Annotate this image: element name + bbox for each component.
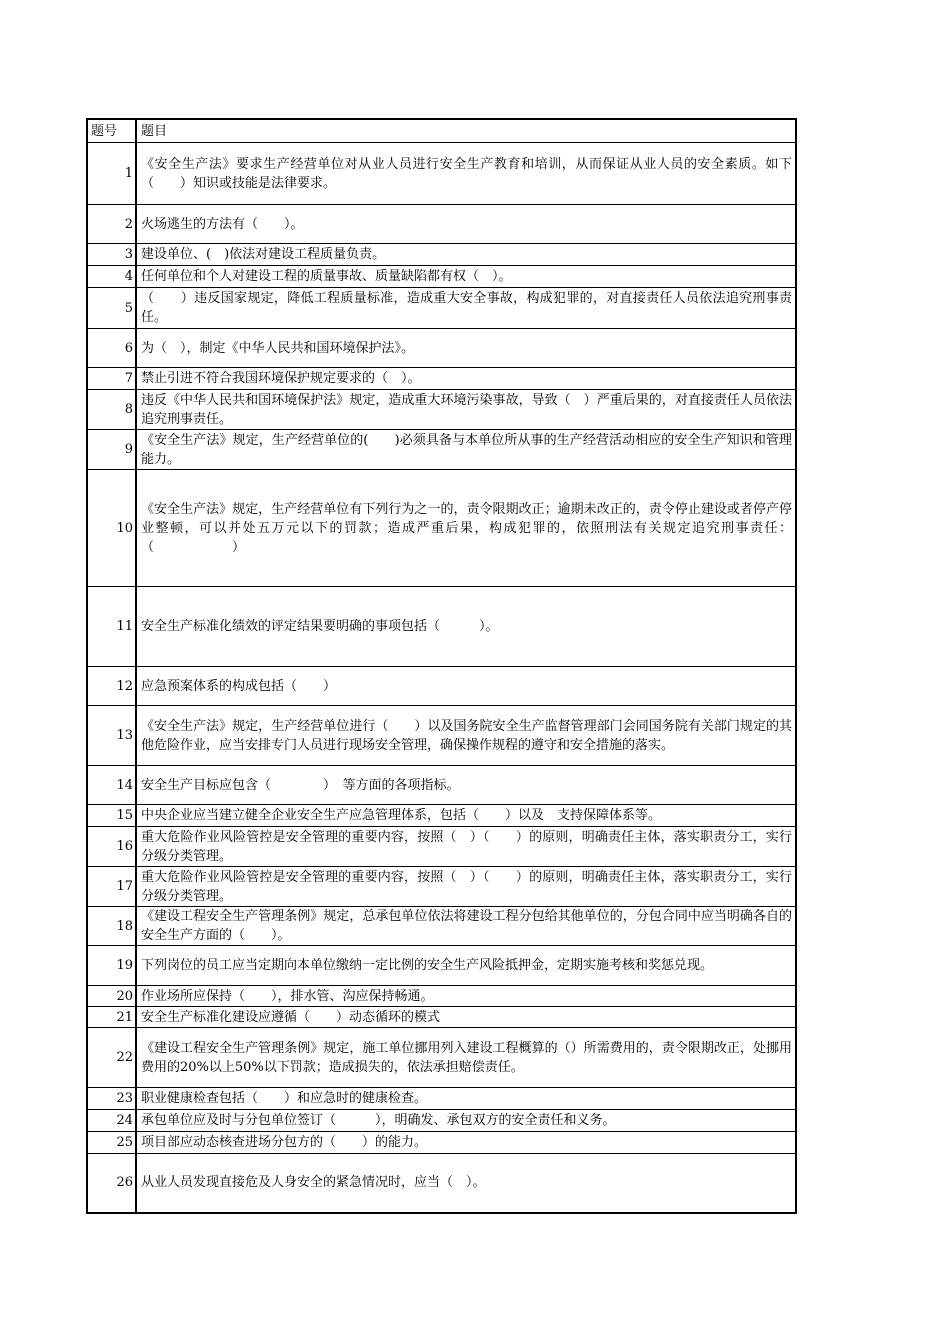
question-number[interactable]: 18 (87, 907, 136, 946)
header-row (87, 119, 796, 143)
table-row (87, 205, 796, 244)
question-text[interactable]: 安全生产目标应包含（ ） 等方面的各项指标。 (136, 766, 796, 805)
table-row (87, 329, 796, 368)
question-text[interactable]: 承包单位应及时与分包单位签订（ ），明确发、承包双方的安全责任和义务。 (136, 1110, 796, 1132)
question-number[interactable]: 4 (87, 266, 136, 288)
question-number[interactable]: 6 (87, 329, 136, 368)
question-number[interactable]: 9 (87, 430, 136, 470)
table-row (87, 827, 796, 867)
question-text[interactable]: 违反《中华人民共和国环境保护法》规定，造成重大环境污染事故，导致（ ）严重后果的，对直接责任人员依法追究刑事责任。 (136, 390, 796, 430)
table-row (87, 143, 796, 205)
question-text[interactable]: 下列岗位的员工应当定期向本单位缴纳一定比例的安全生产风险抵押金，定期实施考核和奖惩兑现。 (136, 946, 796, 986)
table-row (87, 1110, 796, 1132)
question-number[interactable]: 8 (87, 390, 136, 430)
question-number[interactable]: 7 (87, 368, 136, 390)
question-text[interactable]: 《建设工程安全生产管理条例》规定，总承包单位依法将建设工程分包给其他单位的，分包合同中应当明确各自的安全生产方面的（ ）。 (136, 907, 796, 946)
question-text[interactable]: 重大危险作业风险管控是安全管理的重要内容，按照（ ）（ ）的原则，明确责任主体，落实职责分工，实行分级分类管理。 (136, 867, 796, 907)
question-number[interactable]: 24 (87, 1110, 136, 1132)
question-text[interactable]: 《安全生产法》规定，生产经营单位有下列行为之一的，责令限期改正；逾期未改正的，责令停止建设或者停产停业整顿，可以并处五万元以下的罚款；造成严重后果，构成犯罪的，依照刑法有关规定追究刑事责任：（ ） (136, 470, 796, 587)
question-text[interactable]: 火场逃生的方法有（ ）。 (136, 205, 796, 244)
question-text[interactable]: 职业健康检查包括（ ）和应急时的健康检查。 (136, 1088, 796, 1110)
question-text[interactable]: 安全生产标准化绩效的评定结果要明确的事项包括（ ）。 (136, 587, 796, 667)
question-number[interactable]: 23 (87, 1088, 136, 1110)
question-number[interactable]: 19 (87, 946, 136, 986)
question-text[interactable]: 为（ ），制定《中华人民共和国环境保护法》。 (136, 329, 796, 368)
question-text[interactable]: 《建设工程安全生产管理条例》规定，施工单位挪用列入建设工程概算的（）所需费用的，责令限期改正，处挪用费用的20%以上50%以下罚款；造成损失的，依法承担赔偿责任。 (136, 1028, 796, 1088)
table-row (87, 266, 796, 288)
table-row (87, 1132, 796, 1154)
table-row (87, 288, 796, 329)
question-text[interactable]: 中央企业应当建立健全企业安全生产应急管理体系，包括（ ）以及 支持保障体系等。 (136, 805, 796, 827)
header-question[interactable]: 题目 (136, 119, 796, 143)
table-row (87, 1028, 796, 1088)
question-text[interactable]: 从业人员发现直接危及人身安全的紧急情况时，应当（ ）。 (136, 1154, 796, 1213)
table-row (87, 1088, 796, 1110)
table-row (87, 244, 796, 266)
table-row (87, 430, 796, 470)
question-text[interactable]: 任何单位和个人对建设工程的质量事故、质量缺陷都有权（ ）。 (136, 266, 796, 288)
question-number[interactable]: 22 (87, 1028, 136, 1088)
header-number[interactable]: 题号 (87, 119, 136, 143)
table-row (87, 1154, 796, 1213)
question-text[interactable]: 作业场所应保持（ ），排水管、沟应保持畅通。 (136, 986, 796, 1007)
table-row (87, 946, 796, 986)
question-number[interactable]: 26 (87, 1154, 136, 1213)
question-text[interactable]: 《安全生产法》要求生产经营单位对从业人员进行安全生产教育和培训，从而保证从业人员的安全素质。如下（ ）知识或技能是法律要求。 (136, 143, 796, 205)
question-number[interactable]: 14 (87, 766, 136, 805)
question-number[interactable]: 3 (87, 244, 136, 266)
question-text[interactable]: 安全生产标准化建设应遵循（ ）动态循环的模式 (136, 1007, 796, 1028)
table-row (87, 907, 796, 946)
table-row (87, 766, 796, 805)
table-row (87, 1007, 796, 1028)
table-row (87, 470, 796, 587)
table-row (87, 667, 796, 706)
table-row (87, 867, 796, 907)
question-number[interactable]: 11 (87, 587, 136, 667)
table-row (87, 986, 796, 1007)
table-row (87, 805, 796, 827)
question-text[interactable]: 《安全生产法》规定，生产经营单位的( )必须具备与本单位所从事的生产经营活动相应的安全生产知识和管理能力。 (136, 430, 796, 470)
question-number[interactable]: 13 (87, 706, 136, 766)
question-text[interactable]: （ ）违反国家规定，降低工程质量标准，造成重大安全事故，构成犯罪的，对直接责任人员依法追究刑事责任。 (136, 288, 796, 329)
table-row (87, 368, 796, 390)
question-text[interactable]: 建设单位、( )依法对建设工程质量负责。 (136, 244, 796, 266)
question-text[interactable]: 重大危险作业风险管控是安全管理的重要内容，按照（ ）（ ）的原则，明确责任主体，落实职责分工，实行分级分类管理。 (136, 827, 796, 867)
question-number[interactable]: 2 (87, 205, 136, 244)
question-number[interactable]: 21 (87, 1007, 136, 1028)
question-text[interactable]: 禁止引进不符合我国环境保护规定要求的（ ）。 (136, 368, 796, 390)
question-text[interactable]: 《安全生产法》规定，生产经营单位进行（ ）以及国务院安全生产监督管理部门会同国务院有关部门规定的其他危险作业，应当安排专门人员进行现场安全管理，确保操作规程的遵守和安全措施的落实。 (136, 706, 796, 766)
question-number[interactable]: 12 (87, 667, 136, 706)
question-number[interactable]: 5 (87, 288, 136, 329)
question-text[interactable]: 项目部应动态核查进场分包方的（ ）的能力。 (136, 1132, 796, 1154)
question-number[interactable]: 10 (87, 470, 136, 587)
question-number[interactable]: 17 (87, 867, 136, 907)
question-table (86, 118, 797, 1214)
question-text[interactable]: 应急预案体系的构成包括（ ） (136, 667, 796, 706)
table-row (87, 706, 796, 766)
question-number[interactable]: 25 (87, 1132, 136, 1154)
table-row (87, 390, 796, 430)
table-row (87, 587, 796, 667)
question-number[interactable]: 16 (87, 827, 136, 867)
question-number[interactable]: 1 (87, 143, 136, 205)
question-number[interactable]: 15 (87, 805, 136, 827)
question-number[interactable]: 20 (87, 986, 136, 1007)
